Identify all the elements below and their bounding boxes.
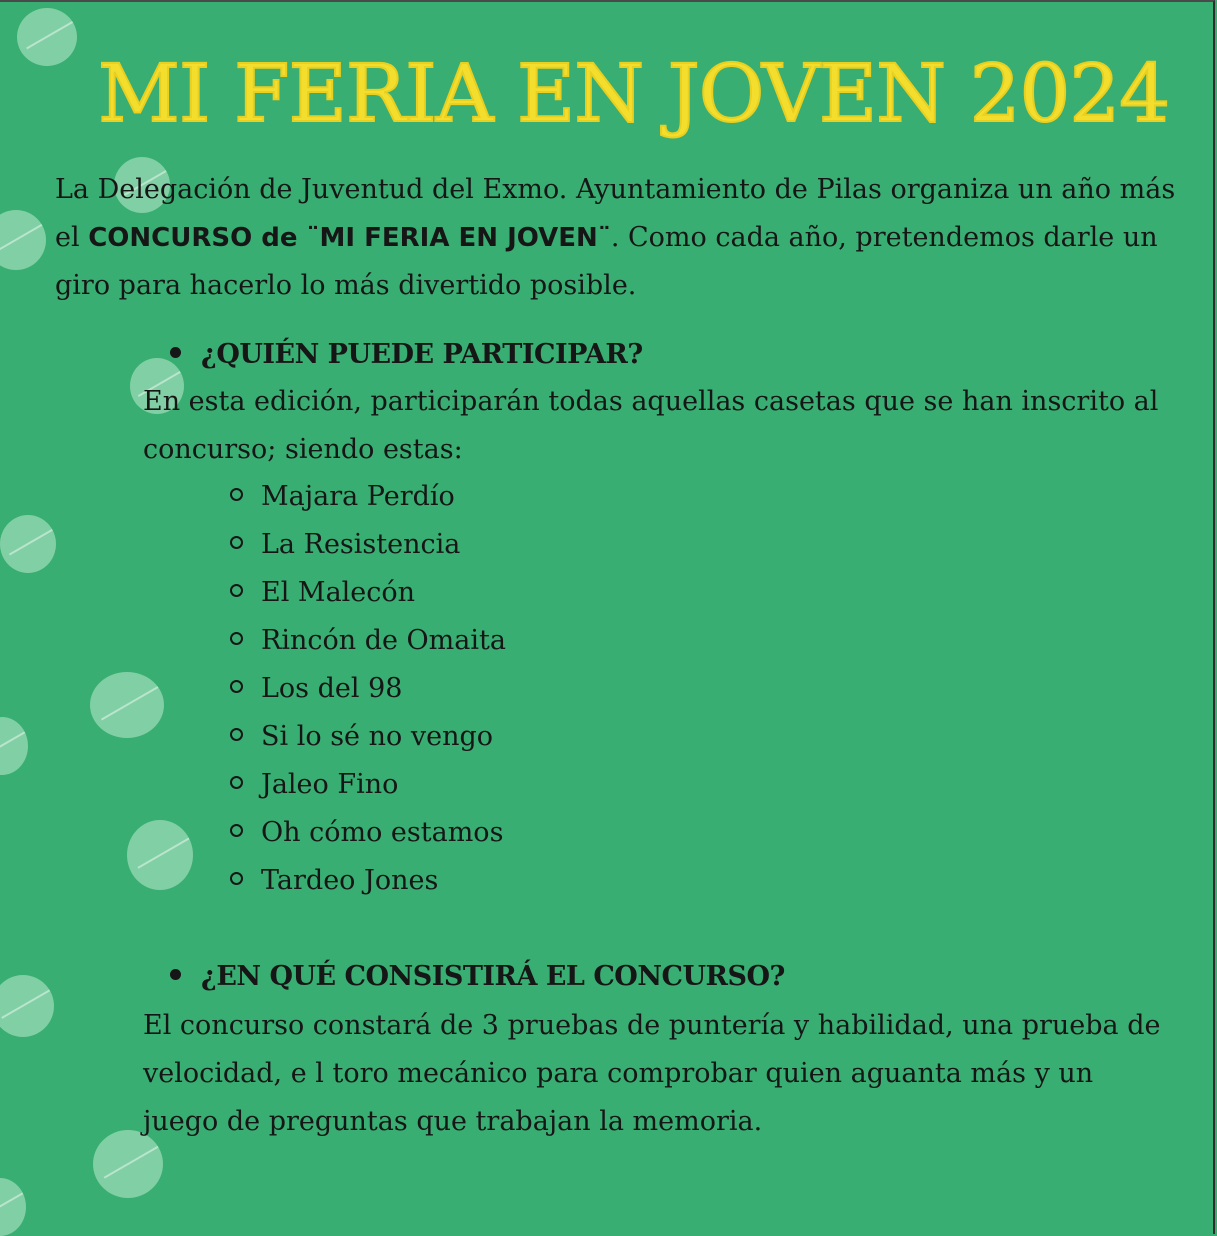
caseta-name: Si lo sé no vengo (261, 721, 493, 752)
bullet-icon (170, 347, 181, 358)
list-item (230, 569, 506, 617)
hollow-bullet-icon (230, 776, 243, 789)
caseta-name: Jaleo Fino (261, 769, 399, 800)
section-participants-heading-text: ¿QUIÉN PUEDE PARTICIPAR? (201, 339, 643, 370)
intro-text: La Delegación de Juventud del Exmo. Ayuntamiento de Pilas organiza un año más el (55, 174, 1176, 253)
decorative-bubble (0, 975, 54, 1037)
casetas-list (230, 473, 506, 905)
bullet-icon (170, 969, 181, 980)
caseta-name: El Malecón (261, 577, 416, 608)
decorative-bubble (90, 672, 164, 738)
decorative-bubble (0, 717, 28, 775)
decorative-bubble (0, 515, 56, 573)
intro-bold-contest-name: CONCURSO de ¨MI FERIA EN JOVEN¨ (88, 223, 611, 253)
caseta-name: Rincón de Omaita (261, 625, 506, 656)
section-contest-body: El concurso constará de 3 pruebas de puntería y habilidad, una prueba de velocidad, e l toro mecánico para comprobar quien aguanta más y un juego de preguntas que trabajan la memoria. (143, 1010, 1161, 1137)
caseta-name: Majara Perdío (261, 481, 455, 512)
hollow-bullet-icon (230, 728, 243, 741)
hollow-bullet-icon (230, 680, 243, 693)
caseta-name: La Resistencia (261, 529, 461, 560)
decorative-bubble (127, 820, 193, 890)
hollow-bullet-icon (230, 536, 243, 549)
hollow-bullet-icon (230, 824, 243, 837)
list-item (230, 713, 506, 761)
list-item (230, 761, 506, 809)
caseta-name: Tardeo Jones (261, 865, 439, 896)
list-item (230, 665, 506, 713)
list-item (230, 857, 506, 905)
decorative-bubble (0, 210, 46, 270)
list-item (230, 617, 506, 665)
hollow-bullet-icon (230, 584, 243, 597)
list-item (230, 809, 506, 857)
list-item (230, 473, 506, 521)
list-item (230, 521, 506, 569)
section-participants-heading (170, 331, 643, 379)
section-contest-heading (170, 953, 785, 1001)
decorative-bubble (0, 1178, 26, 1236)
intro-text-end: . Como cada año, pretendemos darle un giro para hacerlo lo más divertido posible. (55, 222, 1158, 301)
caseta-name: Oh cómo estamos (261, 817, 504, 848)
caseta-name: Los del 98 (261, 673, 403, 704)
section-participants-body: En esta edición, participarán todas aquellas casetas que se han inscrito al concurso; siendo estas: (143, 386, 1159, 465)
page-title: MI FERIA EN JOVEN 2024 (98, 47, 1170, 140)
hollow-bullet-icon (230, 488, 243, 501)
hollow-bullet-icon (230, 632, 243, 645)
hollow-bullet-icon (230, 872, 243, 885)
intro-paragraph (55, 166, 1185, 310)
section-contest-heading-text: ¿EN QUÉ CONSISTIRÁ EL CONCURSO? (201, 961, 785, 992)
decorative-bubble (17, 8, 77, 66)
